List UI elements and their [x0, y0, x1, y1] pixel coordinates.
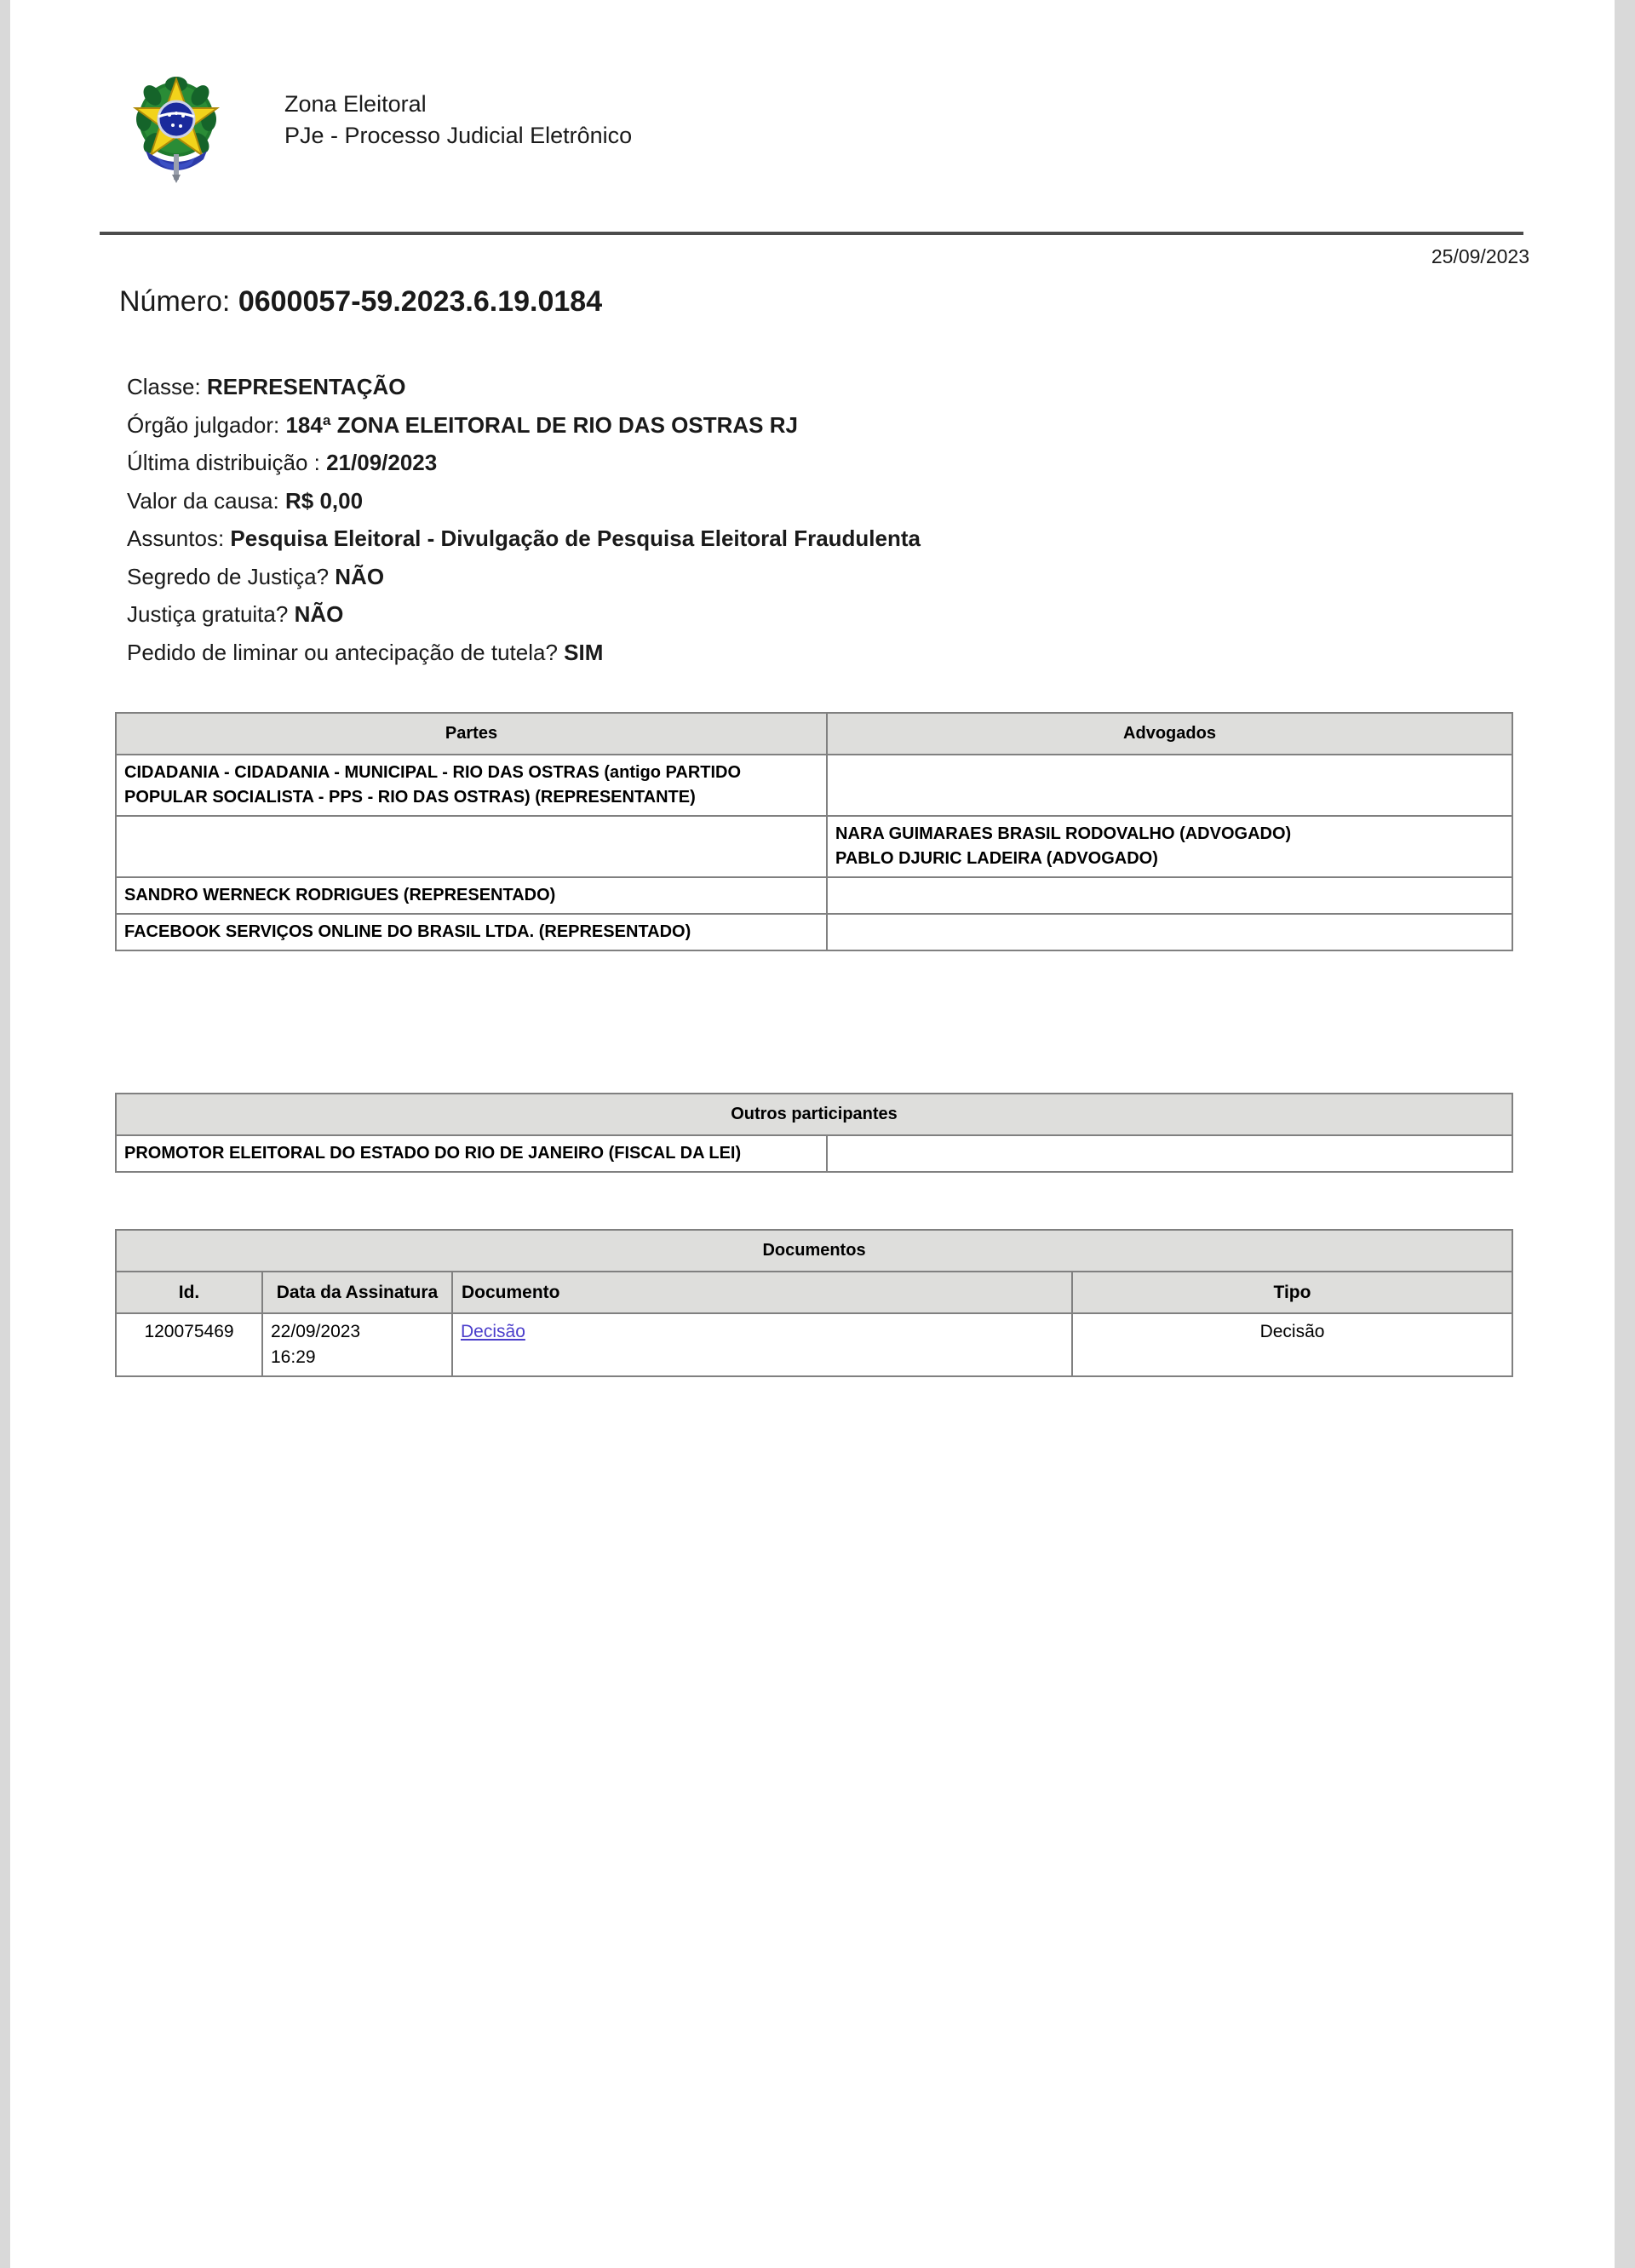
- metadata-row: [127, 444, 921, 482]
- numero-label: Número:: [119, 285, 231, 318]
- parte-cell: FACEBOOK SERVIÇOS ONLINE DO BRASIL LTDA. (REPRESENTADO): [116, 914, 827, 950]
- brazil-coat-of-arms-icon: [132, 72, 221, 183]
- table-row: [116, 816, 1512, 877]
- organization-title: [284, 89, 632, 152]
- advogado-cell: [827, 755, 1512, 816]
- metadata-value: SIM: [564, 639, 604, 665]
- advogados-col-header: Advogados: [827, 713, 1512, 755]
- outros-col-header: Outros participantes: [116, 1094, 1512, 1135]
- org-line-1: Zona Eleitoral: [284, 91, 427, 117]
- metadata-label: Pedido de liminar ou antecipação de tutela?: [127, 639, 558, 665]
- metadata-row: [127, 634, 921, 672]
- advogado-cell: [827, 914, 1512, 950]
- outros-participantes-table: [115, 1093, 1513, 1173]
- table-row: [116, 1313, 1512, 1376]
- document-page: [10, 0, 1615, 2268]
- documentos-header-row: [116, 1272, 1512, 1313]
- parte-cell: SANDRO WERNECK RODRIGUES (REPRESENTADO): [116, 877, 827, 914]
- metadata-label: Órgão julgador:: [127, 411, 280, 438]
- metadata-row: [127, 595, 921, 634]
- metadata-row: [127, 482, 921, 520]
- table-row: [116, 755, 1512, 816]
- page-title: [119, 285, 602, 319]
- print-date: 25/09/2023: [1431, 245, 1529, 267]
- parte-cell: [116, 816, 827, 877]
- partes-col-header: Partes: [116, 713, 827, 755]
- metadata-row: [127, 406, 921, 445]
- parte-cell: CIDADANIA - CIDADANIA - MUNICIPAL - RIO DAS OSTRAS (antigo PARTIDO POPULAR SOCIALISTA - PPS - RIO DAS OSTRAS) (REPRESENTANTE): [116, 755, 827, 816]
- document-type-cell: Decisão: [1072, 1313, 1512, 1376]
- metadata-label: Classe:: [127, 374, 201, 399]
- advogado-cell: [827, 877, 1512, 914]
- col-header-tipo: Tipo: [1072, 1272, 1512, 1313]
- document-name-cell: [452, 1313, 1072, 1376]
- document-header: [10, 0, 1615, 267]
- metadata-value: NÃO: [335, 563, 385, 589]
- col-header-documento: Documento: [452, 1272, 1072, 1313]
- participante-cell: PROMOTOR ELEITORAL DO ESTADO DO RIO DE JANEIRO (FISCAL DA LEI): [116, 1135, 827, 1172]
- document-date-cell: 22/09/2023 16:29: [262, 1313, 452, 1376]
- documentos-title: Documentos: [116, 1230, 1512, 1272]
- participante-extra-cell: [827, 1135, 1512, 1172]
- metadata-label: Justiça gratuita?: [127, 601, 289, 627]
- metadata-label: Assuntos:: [127, 525, 225, 551]
- metadata-row: [127, 558, 921, 596]
- documentos-title-row: [116, 1230, 1512, 1272]
- org-line-2: PJe - Processo Judicial Eletrônico: [284, 123, 633, 148]
- metadata-row: [127, 520, 921, 558]
- metadata-value: 184ª ZONA ELEITORAL DE RIO DAS OSTRAS RJ: [285, 411, 798, 438]
- col-header-id: Id.: [116, 1272, 262, 1313]
- metadata-value: 21/09/2023: [326, 450, 438, 475]
- metadata-value: NÃO: [294, 601, 344, 627]
- table-row: [116, 914, 1512, 950]
- outros-header-row: [116, 1094, 1512, 1135]
- metadata-value: R$ 0,00: [284, 487, 364, 514]
- table-row: [116, 877, 1512, 914]
- process-metadata: [127, 368, 921, 671]
- metadata-label: Segredo de Justiça?: [127, 563, 330, 589]
- partes-header-row: [116, 713, 1512, 755]
- metadata-value: Pesquisa Eleitoral - Divulgação de Pesquisa Eleitoral Fraudulenta: [230, 525, 921, 551]
- col-header-data-assinatura: Data da Assinatura: [262, 1272, 452, 1313]
- table-row: [116, 1135, 1512, 1172]
- metadata-label: Valor da causa:: [127, 487, 279, 514]
- advogado-cell: NARA GUIMARAES BRASIL RODOVALHO (ADVOGADO) PABLO DJURIC LADEIRA (ADVOGADO): [827, 816, 1512, 877]
- metadata-row: [127, 368, 921, 406]
- header-divider: [100, 232, 1523, 235]
- numero-value: 0600057-59.2023.6.19.0184: [238, 285, 603, 318]
- document-id-cell: 120075469: [116, 1313, 262, 1376]
- metadata-value: REPRESENTAÇÃO: [206, 374, 406, 399]
- document-link[interactable]: Decisão: [461, 1322, 525, 1341]
- partes-table: [115, 712, 1513, 951]
- documentos-table: [115, 1229, 1513, 1377]
- metadata-label: Última distribuição :: [127, 450, 320, 475]
